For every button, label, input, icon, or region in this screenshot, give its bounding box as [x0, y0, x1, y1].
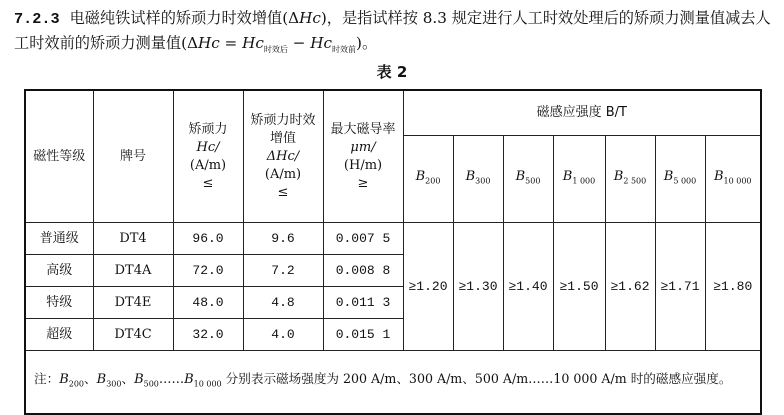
table-row — [25, 223, 761, 255]
table-note: 注：$B_{200}$、$B_{300}$、$B_{500}\dots\dots B_{10 000}$ 分别表示磁场强度为 200 A/m、300 A/m、500 A/m……10 000 A/m 时的磁感应强度。 — [25, 351, 761, 415]
cell-mu: 0.008 8 — [323, 255, 403, 287]
header-hc — [173, 90, 243, 223]
minus-sign: − — [287, 34, 311, 52]
cell-grade: 高级 — [25, 255, 93, 287]
cell-grade: 普通级 — [25, 223, 93, 255]
header-b-group: 磁感应强度 B/T — [403, 90, 761, 136]
cell-hc: 32.0 — [173, 319, 243, 351]
header-hc-l2: Hc/ — [196, 139, 220, 155]
cell-dhc: 9.6 — [243, 223, 323, 255]
header-hc-l1: 矫顽力 — [188, 121, 228, 137]
header-hc-l3: (A/m) — [189, 157, 227, 173]
sub-before: 时效前 — [332, 45, 357, 55]
cell-hc: 48.0 — [173, 287, 243, 319]
hc-symbol: Hc — [299, 9, 321, 27]
cell-mu: 0.015 1 — [323, 319, 403, 351]
cell-b500: ≥1.40 — [503, 223, 553, 351]
header-mu-l2: μm/ — [350, 139, 376, 155]
cell-b5000: ≥1.71 — [655, 223, 705, 351]
cell-mu: 0.007 5 — [323, 223, 403, 255]
header-b500: $B_{500}$ — [503, 136, 553, 223]
header-mu-l3: (H/m) — [343, 157, 383, 173]
cell-brand: DT4 — [93, 223, 173, 255]
cell-hc: 72.0 — [173, 255, 243, 287]
header-dhc-l2: 增值 — [269, 130, 296, 146]
paragraph-text-1: 电磁纯铁试样的矫顽力时效增值(Δ — [69, 9, 300, 27]
hc-symbol-3: Hc — [242, 34, 264, 52]
sub-after: 时效后 — [263, 45, 288, 55]
header-hc-l4: ≤ — [202, 175, 214, 191]
cell-dhc: 4.0 — [243, 319, 323, 351]
cell-mu: 0.011 3 — [323, 287, 403, 319]
header-dhc-l5: ≤ — [277, 184, 289, 200]
cell-b1000: ≥1.50 — [553, 223, 605, 351]
header-mu — [323, 90, 403, 223]
header-grade: 磁性等级 — [25, 90, 93, 223]
cell-b200: ≥1.20 — [403, 223, 453, 351]
table-note-row — [25, 351, 761, 415]
section-paragraph — [14, 6, 776, 62]
header-dhc — [243, 90, 323, 223]
header-dhc-l4: (A/m) — [264, 166, 302, 182]
paragraph-text-2: )，是指试样按 8.3 规定进行人工时效处理后的矫顽力测量值减去人工时效前的矫顽力测量值(Δ — [14, 9, 771, 52]
cell-dhc: 7.2 — [243, 255, 323, 287]
header-b5000: $B_{5 000}$ — [655, 136, 705, 223]
magnetic-properties-table — [24, 89, 762, 415]
equals-sign: = — [219, 34, 243, 52]
section-number: 7.2.3 — [14, 10, 60, 28]
header-dhc-l1: 矫顽力时效 — [250, 112, 316, 128]
cell-grade: 超级 — [25, 319, 93, 351]
hc-symbol-2: Hc — [197, 34, 220, 52]
header-b300: $B_{300}$ — [453, 136, 503, 223]
paragraph-tail: )。 — [356, 34, 378, 52]
header-b10000: $B_{10 000}$ — [705, 136, 761, 223]
cell-brand: DT4A — [93, 255, 173, 287]
cell-brand: DT4E — [93, 287, 173, 319]
cell-brand: DT4C — [93, 319, 173, 351]
note-text: 分别表示磁场强度为 200 A/m、300 A/m、500 A/m……10 000 A/m 时的磁感应强度。 — [225, 371, 732, 387]
cell-hc: 96.0 — [173, 223, 243, 255]
hc-symbol-4: Hc — [310, 34, 333, 52]
header-mu-l4: ≥ — [357, 175, 369, 191]
cell-b2500: ≥1.62 — [605, 223, 655, 351]
header-b1000: $B_{1 000}$ — [553, 136, 605, 223]
cell-grade: 特级 — [25, 287, 93, 319]
header-dhc-l3: ΔHc/ — [266, 148, 300, 164]
table-title: 表 2 — [376, 63, 408, 81]
cell-b300: ≥1.30 — [453, 223, 503, 351]
cell-b10000: ≥1.80 — [705, 223, 761, 351]
cell-dhc: 4.8 — [243, 287, 323, 319]
header-b2500: $B_{2 500}$ — [605, 136, 655, 223]
header-b200: $B_{200}$ — [403, 136, 453, 223]
header-brand: 牌号 — [93, 90, 173, 223]
header-mu-l1: 最大磁导率 — [330, 121, 396, 137]
